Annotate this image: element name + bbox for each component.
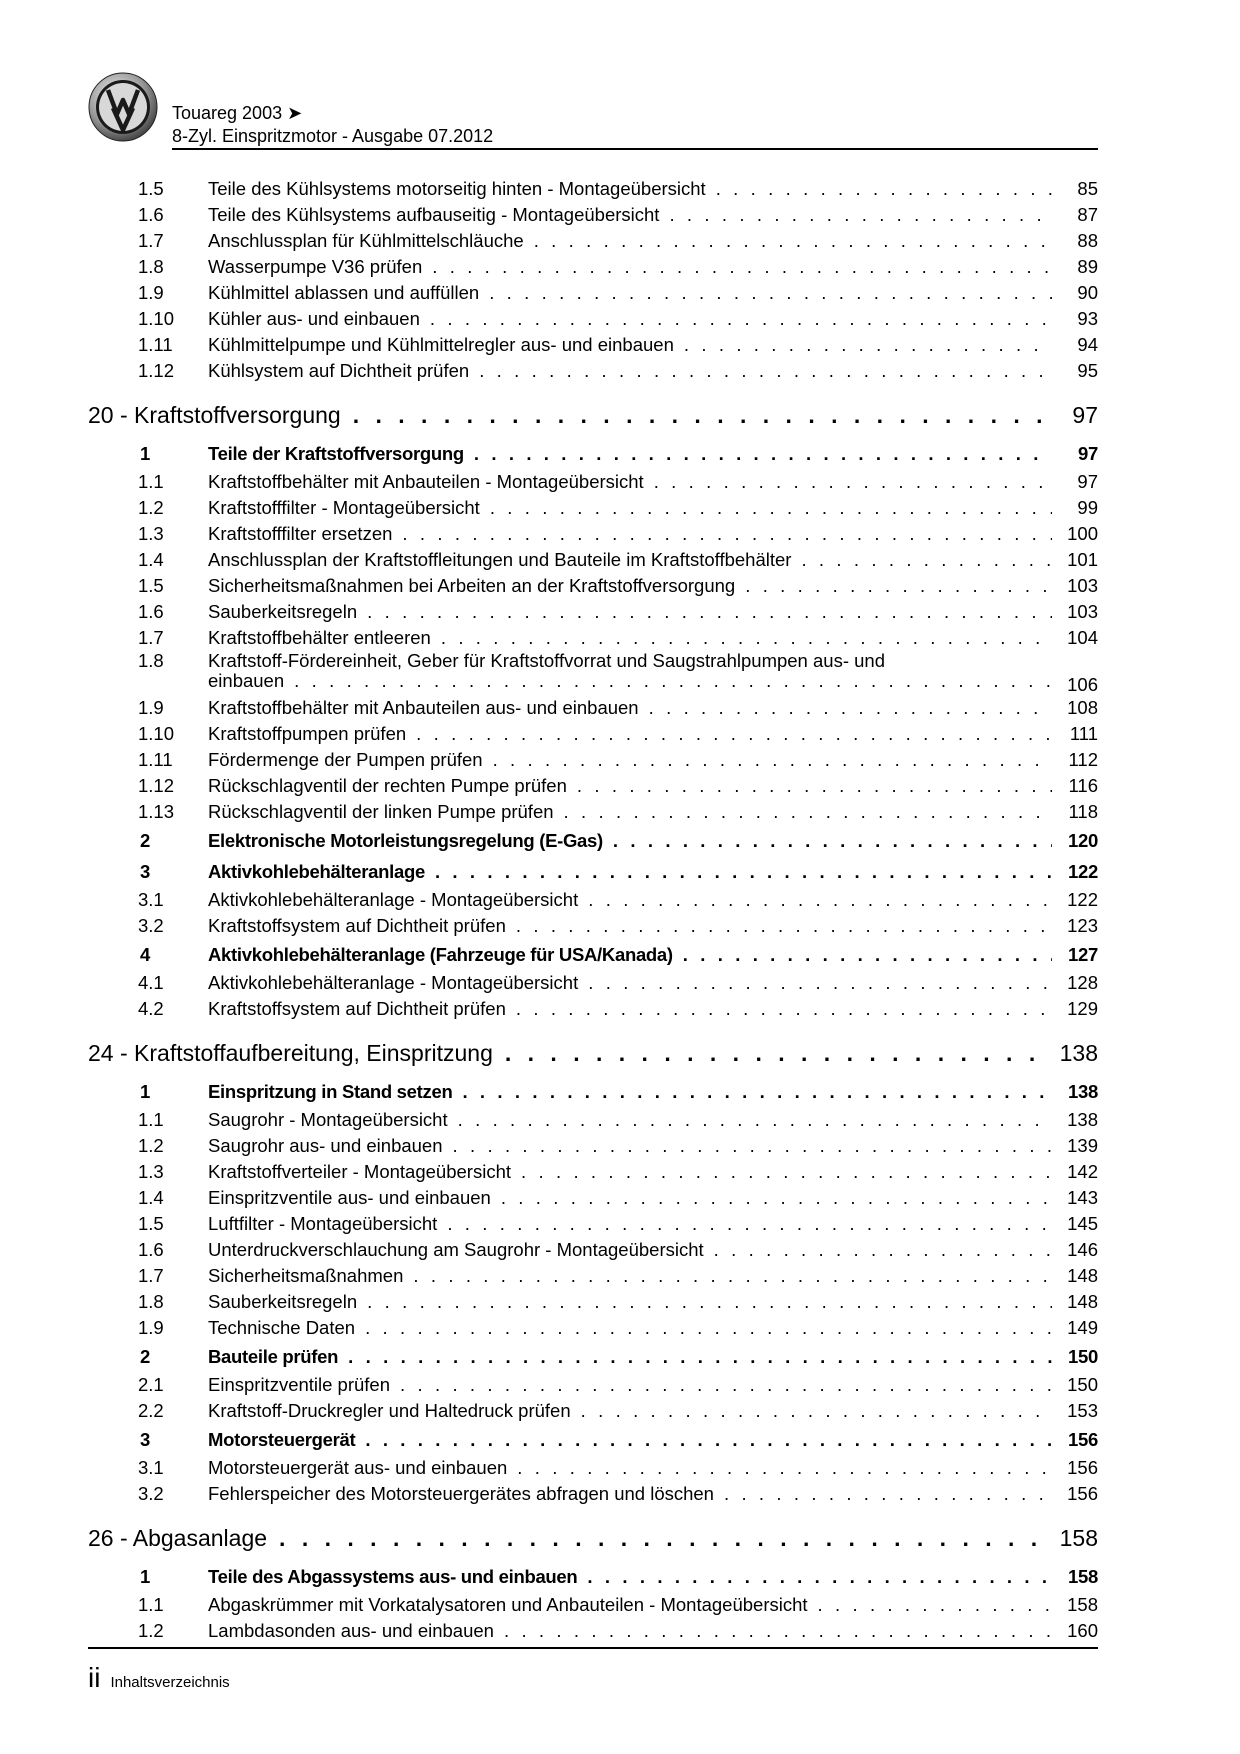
toc-title: Einspritzung in Stand setzen: [208, 1081, 453, 1102]
toc-entry[interactable]: [88, 1133, 1098, 1159]
toc-page-number: 97: [1078, 443, 1098, 464]
toc-page-number: 112: [1068, 749, 1098, 770]
toc-title: Sicherheitsmaßnahmen: [208, 1265, 404, 1286]
toc-entry[interactable]: [88, 913, 1098, 939]
toc-entry[interactable]: [88, 1592, 1098, 1618]
toc-number: 1.9: [138, 1317, 164, 1338]
toc-entry[interactable]: [88, 254, 1098, 280]
toc-page-number: 99: [1077, 497, 1098, 518]
toc-leader-dots: [588, 970, 1052, 996]
toc-entry[interactable]: [88, 799, 1098, 825]
toc-page-number: 139: [1067, 1135, 1098, 1156]
toc-entry[interactable]: [88, 202, 1098, 228]
toc-number: 1: [140, 1566, 150, 1587]
toc-number: 1.5: [138, 1213, 164, 1234]
toc-leader-dots: [416, 721, 1052, 747]
toc-number: 1.3: [138, 523, 164, 544]
toc-section[interactable]: [88, 1424, 1098, 1455]
toc-page-number: 87: [1077, 204, 1098, 225]
toc-entry[interactable]: [88, 469, 1098, 495]
toc-title: Kraftstoffbehälter entleeren: [208, 627, 431, 648]
toc-title: Kraftstoffsystem auf Dichtheit prüfen: [208, 915, 506, 936]
toc-leader-dots: [462, 1076, 1052, 1107]
toc-number: 2: [140, 1346, 150, 1367]
toc-number: 1.10: [138, 723, 175, 744]
toc-page-number: 142: [1067, 1161, 1098, 1182]
toc-leader-dots: [400, 1372, 1052, 1398]
toc-number: 1.9: [138, 697, 164, 718]
table-of-contents: [88, 176, 1098, 1644]
toc-leader-dots: [279, 1515, 1052, 1561]
toc-leader-dots: [577, 773, 1052, 799]
toc-leader-dots: [683, 939, 1052, 970]
toc-entry[interactable]: [88, 1315, 1098, 1341]
toc-title: Einspritzventile aus- und einbauen: [208, 1187, 491, 1208]
toc-number: 1.6: [138, 601, 164, 622]
toc-number: 1.3: [138, 1161, 164, 1182]
toc-title: Kühlmittel ablassen und auffüllen: [208, 282, 480, 303]
toc-page-number: 123: [1067, 915, 1098, 936]
header-model: Touareg 2003 ➤: [172, 103, 303, 123]
toc-title: Saugrohr - Montageübersicht: [208, 1109, 448, 1130]
toc-page-number: 118: [1068, 801, 1098, 822]
toc-number: 1.2: [138, 497, 164, 518]
toc-title: Saugrohr aus- und einbauen: [208, 1135, 443, 1156]
toc-leader-dots: [684, 332, 1052, 358]
toc-page-number: 120: [1068, 830, 1098, 851]
toc-leader-dots: [365, 1315, 1052, 1341]
toc-page-number: 153: [1067, 1400, 1098, 1421]
toc-page-number: 116: [1068, 775, 1098, 796]
toc-chapter[interactable]: [88, 392, 1098, 438]
toc-section[interactable]: [88, 856, 1098, 887]
toc-title: Kühlsystem auf Dichtheit prüfen: [208, 360, 470, 381]
toc-page-number: 95: [1077, 360, 1098, 381]
toc-page-number: 100: [1067, 523, 1098, 544]
toc-leader-dots: [402, 521, 1052, 547]
toc-entry[interactable]: [88, 747, 1098, 773]
toc-page-number: 108: [1067, 697, 1098, 718]
toc-page-number: 127: [1068, 944, 1098, 965]
toc-title: Motorsteuergerät aus- und einbauen: [208, 1457, 508, 1478]
toc-entry[interactable]: [88, 996, 1098, 1022]
toc-entry[interactable]: [88, 1263, 1098, 1289]
toc-chapter[interactable]: [88, 1515, 1098, 1561]
toc-title: Kraftstoffbehälter mit Anbauteilen - Montageübersicht: [208, 471, 644, 492]
toc-page-number: 148: [1067, 1291, 1098, 1312]
toc-page-number: 158: [1059, 1525, 1098, 1551]
toc-title: Sicherheitsmaßnahmen bei Arbeiten an der Kraftstoffversorgung: [208, 575, 736, 596]
toc-page-number: 150: [1067, 1374, 1098, 1395]
toc-title: Kühler aus- und einbauen: [208, 308, 420, 329]
toc-number: 3.1: [138, 889, 164, 910]
toc-chapter[interactable]: [88, 1030, 1098, 1076]
toc-number: 4: [140, 944, 150, 965]
toc-title: Anschlussplan der Kraftstoffleitungen und Bauteile im Kraftstoffbehälter: [208, 549, 792, 570]
toc-leader-dots: [432, 254, 1052, 280]
toc-title: Wasserpumpe V36 prüfen: [208, 256, 423, 277]
toc-leader-dots: [588, 887, 1052, 913]
toc-leader-dots: [430, 306, 1052, 332]
toc-number: 1.1: [138, 1109, 164, 1130]
toc-title: Aktivkohlebehälteranlage: [208, 861, 425, 882]
toc-number: 1.9: [138, 282, 164, 303]
toc-leader-dots: [435, 856, 1052, 887]
toc-title: 26 - Abgasanlage: [88, 1525, 268, 1551]
toc-section[interactable]: [88, 939, 1098, 970]
toc-entry[interactable]: [88, 1211, 1098, 1237]
header-rule: [172, 148, 1098, 150]
toc-leader-dots: [669, 202, 1052, 228]
toc-page-number: 106: [1067, 674, 1098, 695]
toc-title: Abgaskrümmer mit Vorkatalysatoren und Anbauteilen - Montageübersicht: [208, 1594, 808, 1615]
toc-number: 1.6: [138, 1239, 164, 1260]
toc-title: 24 - Kraftstoffaufbereitung, Einspritzung: [88, 1040, 493, 1066]
toc-leader-dots: [649, 695, 1052, 721]
header-edition: 8-Zyl. Einspritzmotor - Ausgabe 07.2012: [172, 126, 494, 146]
toc-leader-dots: [505, 1030, 1052, 1076]
toc-page-number: 138: [1068, 1081, 1098, 1102]
toc-entry[interactable]: [88, 1159, 1098, 1185]
toc-entry[interactable]: [88, 1185, 1098, 1211]
toc-title: Teile des Abgassystems aus- und einbauen: [208, 1566, 578, 1587]
toc-page-number: 158: [1067, 1594, 1098, 1615]
toc-number: 3.1: [138, 1457, 164, 1478]
toc-number: 1.5: [138, 575, 164, 596]
toc-number: 1.1: [138, 471, 164, 492]
toc-number: 1.4: [138, 1187, 164, 1208]
toc-title: Rückschlagventil der rechten Pumpe prüfen: [208, 775, 567, 796]
toc-number: 2: [140, 830, 150, 851]
toc-title: Kraftstoffsystem auf Dichtheit prüfen: [208, 998, 506, 1019]
toc-page-number: 93: [1077, 308, 1098, 329]
toc-number: 1.7: [138, 627, 164, 648]
toc-entry[interactable]: [88, 695, 1098, 721]
toc-number: 1.11: [138, 749, 173, 770]
toc-leader-dots: [714, 1237, 1052, 1263]
toc-leader-dots: [517, 1455, 1052, 1481]
toc-page-number: 145: [1067, 1213, 1098, 1234]
toc-leader-dots: [654, 469, 1052, 495]
toc-number: 3.2: [138, 1483, 164, 1504]
toc-leader-dots: [587, 1561, 1052, 1592]
toc-page-number: 138: [1067, 1109, 1098, 1130]
toc-page-number: 150: [1068, 1346, 1098, 1367]
toc-leader-dots: [474, 438, 1052, 469]
toc-leader-dots: [453, 1133, 1052, 1159]
toc-page-number: 85: [1077, 178, 1098, 199]
toc-leader-dots: [724, 1481, 1052, 1507]
toc-leader-dots: [367, 599, 1052, 625]
toc-section[interactable]: [88, 825, 1098, 856]
toc-title: Kraftstofffilter ersetzen: [208, 523, 393, 544]
toc-page-number: 111: [1069, 723, 1098, 744]
toc-leader-dots: [613, 825, 1052, 856]
toc-title: Sauberkeitsregeln: [208, 601, 358, 622]
toc-title: Kraftstofffilter - Montageübersicht: [208, 497, 480, 518]
toc-page-number: 156: [1067, 1457, 1098, 1478]
footer-rule: [88, 1647, 1098, 1649]
toc-leader-dots: [516, 913, 1052, 939]
toc-entry[interactable]: [88, 573, 1098, 599]
toc-title: Aktivkohlebehälteranlage (Fahrzeuge für USA/Kanada): [208, 944, 673, 965]
toc-number: 1.12: [138, 360, 175, 381]
toc-page-number: 138: [1059, 1040, 1098, 1066]
toc-entry[interactable]: [88, 651, 1098, 695]
toc-page-number: 89: [1077, 256, 1098, 277]
toc-entry[interactable]: [88, 1372, 1098, 1398]
toc-entry[interactable]: [88, 970, 1098, 996]
toc-title: 20 - Kraftstoffversorgung: [88, 402, 341, 428]
toc-number: 1.2: [138, 1620, 164, 1641]
toc-number: 4.1: [138, 972, 164, 993]
toc-page-number: 158: [1068, 1566, 1098, 1587]
toc-entry[interactable]: [88, 495, 1098, 521]
toc-title: Kraftstoffverteiler - Montageübersicht: [208, 1161, 511, 1182]
toc-leader-dots: [716, 176, 1052, 202]
toc-leader-dots: [479, 358, 1052, 384]
toc-leader-dots: [413, 1263, 1052, 1289]
toc-title: Kraftstoffpumpen prüfen: [208, 723, 407, 744]
toc-page-number: 103: [1067, 601, 1098, 622]
page-header: [88, 72, 1098, 152]
toc-entry[interactable]: [88, 1289, 1098, 1315]
toc-entry[interactable]: [88, 887, 1098, 913]
toc-title-continued: einbauen: [208, 671, 285, 691]
toc-page-number: 156: [1068, 1429, 1098, 1450]
toc-title: Kraftstoffbehälter mit Anbauteilen aus- und einbauen: [208, 697, 639, 718]
page-footer: [88, 1662, 230, 1694]
footer-page-number: ii: [88, 1662, 101, 1693]
toc-leader-dots: [367, 1289, 1052, 1315]
toc-page-number: 103: [1067, 575, 1098, 596]
toc-number: 1: [140, 443, 150, 464]
toc-leader-dots: [801, 547, 1052, 573]
toc-number: 3: [140, 1429, 150, 1450]
toc-number: 4.2: [138, 998, 164, 1019]
toc-number: 1.7: [138, 1265, 164, 1286]
toc-number: 1.2: [138, 1135, 164, 1156]
toc-page-number: 156: [1067, 1483, 1098, 1504]
toc-entry[interactable]: [88, 1618, 1098, 1644]
toc-entry[interactable]: [88, 625, 1098, 651]
toc-leader-dots: [501, 1185, 1052, 1211]
toc-leader-dots: [534, 228, 1052, 254]
toc-entry[interactable]: [88, 332, 1098, 358]
vw-logo-icon: [88, 72, 158, 142]
toc-title: Einspritzventile prüfen: [208, 1374, 391, 1395]
toc-number: 1.7: [138, 230, 164, 251]
toc-page-number: 148: [1067, 1265, 1098, 1286]
toc-leader-dots: [521, 1159, 1052, 1185]
toc-page-number: 128: [1067, 972, 1098, 993]
toc-title: Aktivkohlebehälteranlage - Montageübersicht: [208, 889, 579, 910]
toc-number: 1.4: [138, 549, 164, 570]
toc-leader-dots: [458, 1107, 1052, 1133]
toc-page-number: 122: [1067, 889, 1098, 910]
toc-number: 3.2: [138, 915, 164, 936]
toc-number: 2.2: [138, 1400, 164, 1421]
toc-number: 1.12: [138, 775, 175, 796]
toc-leader-dots: [365, 1424, 1052, 1455]
toc-page-number: 90: [1077, 282, 1098, 303]
toc-leader-dots: [493, 747, 1052, 773]
toc-title: Bauteile prüfen: [208, 1346, 339, 1367]
toc-title: Unterdruckverschlauchung am Saugrohr - Montageübersicht: [208, 1239, 704, 1260]
toc-title: Teile des Kühlsystems aufbauseitig - Montageübersicht: [208, 204, 660, 225]
toc-entry[interactable]: [88, 547, 1098, 573]
toc-leader-dots: [818, 1592, 1052, 1618]
toc-entry[interactable]: [88, 306, 1098, 332]
toc-entry[interactable]: [88, 599, 1098, 625]
toc-title: Sauberkeitsregeln: [208, 1291, 358, 1312]
toc-page-number: 122: [1068, 861, 1098, 882]
toc-number: 1.8: [138, 1291, 164, 1312]
toc-title: Kraftstoff-Fördereinheit, Geber für Kraftstoffvorrat und Saugstrahlpumpen aus- und: [208, 651, 885, 671]
toc-number: 2.1: [138, 1374, 164, 1395]
toc-entry[interactable]: [88, 1398, 1098, 1424]
toc-leader-dots: [564, 799, 1052, 825]
toc-leader-dots: [581, 1398, 1052, 1424]
toc-entry[interactable]: [88, 1481, 1098, 1507]
toc-number: 1.8: [138, 650, 164, 671]
toc-title: Fördermenge der Pumpen prüfen: [208, 749, 483, 770]
toc-title: Kühlmittelpumpe und Kühlmittelregler aus- und einbauen: [208, 334, 674, 355]
toc-title: Lambdasonden aus- und einbauen: [208, 1620, 494, 1641]
toc-entry[interactable]: [88, 1237, 1098, 1263]
toc-page-number: 97: [1072, 402, 1098, 428]
toc-title: Aktivkohlebehälteranlage - Montageübersicht: [208, 972, 579, 993]
toc-entry[interactable]: [88, 280, 1098, 306]
toc-page-number: 104: [1067, 627, 1098, 648]
toc-leader-dots: [441, 625, 1052, 651]
toc-leader-dots: [447, 1211, 1052, 1237]
toc-entry[interactable]: [88, 358, 1098, 384]
toc-title: Kraftstoff-Druckregler und Haltedruck prüfen: [208, 1400, 571, 1421]
toc-leader-dots: [516, 996, 1052, 1022]
toc-title: Anschlussplan für Kühlmittelschläuche: [208, 230, 524, 251]
toc-number: 1: [140, 1081, 150, 1102]
toc-entry[interactable]: [88, 1455, 1098, 1481]
toc-number: 1.10: [138, 308, 175, 329]
toc-number: 3: [140, 861, 150, 882]
toc-title: Rückschlagventil der linken Pumpe prüfen: [208, 801, 554, 822]
toc-title: Luftfilter - Montageübersicht: [208, 1213, 438, 1234]
toc-page-number: 88: [1077, 230, 1098, 251]
toc-entry[interactable]: [88, 521, 1098, 547]
toc-page-number: 129: [1067, 998, 1098, 1019]
toc-number: 1.13: [138, 801, 175, 822]
toc-number: 1.5: [138, 178, 164, 199]
toc-number: 1.8: [138, 256, 164, 277]
toc-leader-dots: [504, 1618, 1052, 1644]
toc-leader-dots: [348, 1341, 1052, 1372]
toc-leader-dots: [353, 392, 1052, 438]
toc-entry[interactable]: [88, 1107, 1098, 1133]
toc-section[interactable]: [88, 1561, 1098, 1592]
toc-title: Teile der Kraftstoffversorgung: [208, 443, 464, 464]
toc-page-number: 143: [1067, 1187, 1098, 1208]
toc-title: Motorsteuergerät: [208, 1429, 356, 1450]
toc-entry[interactable]: [88, 176, 1098, 202]
footer-label: Inhaltsverzeichnis: [110, 1674, 230, 1691]
toc-page-number: 146: [1067, 1239, 1098, 1260]
toc-page-number: 97: [1077, 471, 1098, 492]
toc-number: 1.6: [138, 204, 164, 225]
toc-page-number: 149: [1067, 1317, 1098, 1338]
toc-page-number: 160: [1067, 1620, 1098, 1641]
toc-leader-dots: [294, 671, 1052, 691]
header-text: [172, 102, 493, 148]
toc-entry[interactable]: [88, 721, 1098, 747]
toc-leader-dots: [745, 573, 1052, 599]
toc-entry[interactable]: [88, 773, 1098, 799]
toc-section[interactable]: [88, 1341, 1098, 1372]
toc-section[interactable]: [88, 438, 1098, 469]
toc-title: Elektronische Motorleistungsregelung (E-Gas): [208, 830, 603, 851]
toc-title: Fehlerspeicher des Motorsteuergerätes abfragen und löschen: [208, 1483, 714, 1504]
toc-leader-dots: [489, 280, 1052, 306]
toc-page-number: 94: [1077, 334, 1098, 355]
toc-title: Technische Daten: [208, 1317, 356, 1338]
toc-number: 1.11: [138, 334, 173, 355]
toc-entry[interactable]: [88, 228, 1098, 254]
toc-section[interactable]: [88, 1076, 1098, 1107]
toc-leader-dots: [490, 495, 1052, 521]
toc-page-number: 101: [1067, 549, 1098, 570]
toc-title: Teile des Kühlsystems motorseitig hinten - Montageübersicht: [208, 178, 706, 199]
toc-number: 1.1: [138, 1594, 164, 1615]
